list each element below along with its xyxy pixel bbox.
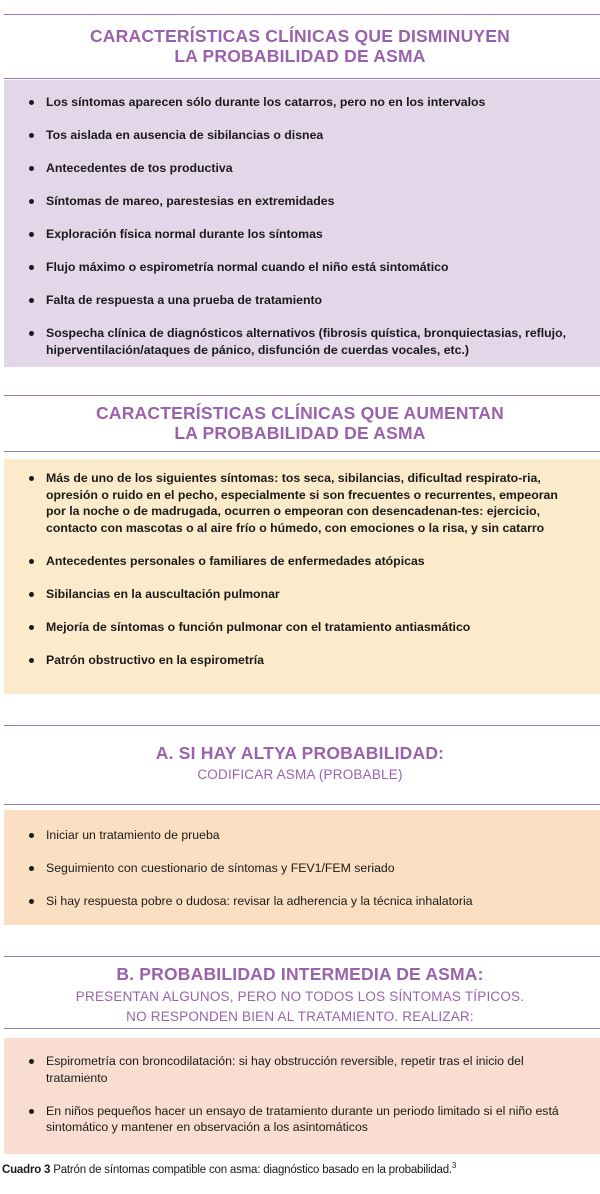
- section-intermediate-subtitle-2: NO RESPONDEN BIEN AL TRATAMIENTO. REALIZAR:: [126, 1009, 474, 1024]
- list-item: Patrón obstructivo en la espirometría: [46, 652, 600, 669]
- high-probability-list: [4, 827, 600, 910]
- list-item: Mejoría de síntomas o función pulmonar con el tratamiento antiasmático: [46, 619, 600, 636]
- list-item: Si hay respuesta pobre o dudosa: revisar la adherencia y la técnica inhalatoria: [46, 893, 600, 910]
- list-item: Antecedentes de tos productiva: [46, 160, 600, 177]
- list-item: Exploración física normal durante los síntomas: [46, 226, 600, 243]
- list-item: Los síntomas aparecen sólo durante los catarros, pero no en los intervalos: [46, 94, 600, 111]
- list-item: Espirometría con broncodilatación: si hay obstrucción reversible, repetir tras el inicio del tratamiento: [46, 1053, 600, 1086]
- section-intermediate-title: B. PROBABILIDAD INTERMEDIA DE ASMA:: [116, 964, 484, 984]
- intermediate-list: [4, 1053, 600, 1136]
- section-intermediate-subtitle-1: PRESENTAN ALGUNOS, PERO NO TODOS LOS SÍNTOMAS TÍPICOS.: [75, 989, 525, 1004]
- list-item: Síntomas de mareo, parestesias en extremidades: [46, 193, 600, 210]
- section-increase-title: [0, 403, 600, 443]
- top-divider: [4, 395, 600, 396]
- title-line-2: LA PROBABILIDAD DE ASMA: [174, 46, 426, 66]
- top-divider: [4, 14, 600, 15]
- list-item: Sibilancias en la auscultación pulmonar: [46, 586, 600, 603]
- list-item: Flujo máximo o espirometría normal cuando el niño está sintomático: [46, 259, 600, 276]
- list-item: Sospecha clínica de diagnósticos alternativos (fibrosis quística, bronquiectasias, reflujo, hiperventilación/ataques de pánico, disfunción de cuerdas vocales, etc.): [46, 325, 600, 358]
- caption-text: Patrón de síntomas compatible con asma: diagnóstico basado en la probabilidad.: [50, 1163, 452, 1176]
- high-probability-list-box: [4, 810, 600, 925]
- list-item: Más de uno de los siguientes síntomas: tos seca, sibilancias, dificultad respirato-ria, opresión o ruido en el pecho, especialmente si son frecuentes o recurrentes, empeoran por la noche o de madrugada, ocurren o empeoran con desencadenan-tes: ejercicio, contacto con mascotas o al aire frío o húmedo, con emociones o la risa, y sin catarro: [46, 470, 600, 536]
- increase-list: [4, 470, 600, 668]
- section-high-title: A. SI HAY ALTYA PROBABILIDAD:: [155, 743, 445, 763]
- title-line-1: CARACTERÍSTICAS CLÍNICAS QUE DISMINUYEN: [89, 26, 511, 46]
- section-decrease-title: [0, 26, 600, 66]
- intermediate-list-box: [4, 1038, 600, 1154]
- increase-list-box: [4, 459, 600, 694]
- top-divider: [4, 725, 600, 726]
- bottom-divider: [4, 804, 600, 805]
- list-item: En niños pequeños hacer un ensayo de tratamiento durante un periodo limitado si el niño está sintomático y mantener en observación a los asintomáticos: [46, 1103, 600, 1136]
- caption-reference: 3: [451, 1161, 457, 1170]
- bottom-divider: [4, 78, 600, 79]
- list-item: Falta de respuesta a una prueba de tratamiento: [46, 292, 600, 309]
- list-item: Tos aislada en ausencia de sibilancias o disnea: [46, 127, 600, 144]
- title-line-2: LA PROBABILIDAD DE ASMA: [174, 423, 426, 443]
- title-line-1: CARACTERÍSTICAS CLÍNICAS QUE AUMENTAN: [96, 403, 504, 423]
- top-divider: [4, 956, 600, 957]
- figure-caption: [2, 1161, 456, 1176]
- section-high-subtitle: CODIFICAR ASMA (PROBABLE): [197, 767, 403, 782]
- list-item: Seguimiento con cuestionario de síntomas y FEV1/FEM seriado: [46, 860, 600, 877]
- list-item: Antecedentes personales o familiares de enfermedades atópicas: [46, 553, 600, 570]
- bottom-divider: [4, 451, 600, 452]
- decrease-list-box: [4, 80, 600, 367]
- bottom-divider: [4, 1028, 600, 1029]
- decrease-list: [4, 94, 600, 358]
- list-item: Iniciar un tratamiento de prueba: [46, 827, 600, 844]
- caption-label: Cuadro 3: [2, 1163, 51, 1176]
